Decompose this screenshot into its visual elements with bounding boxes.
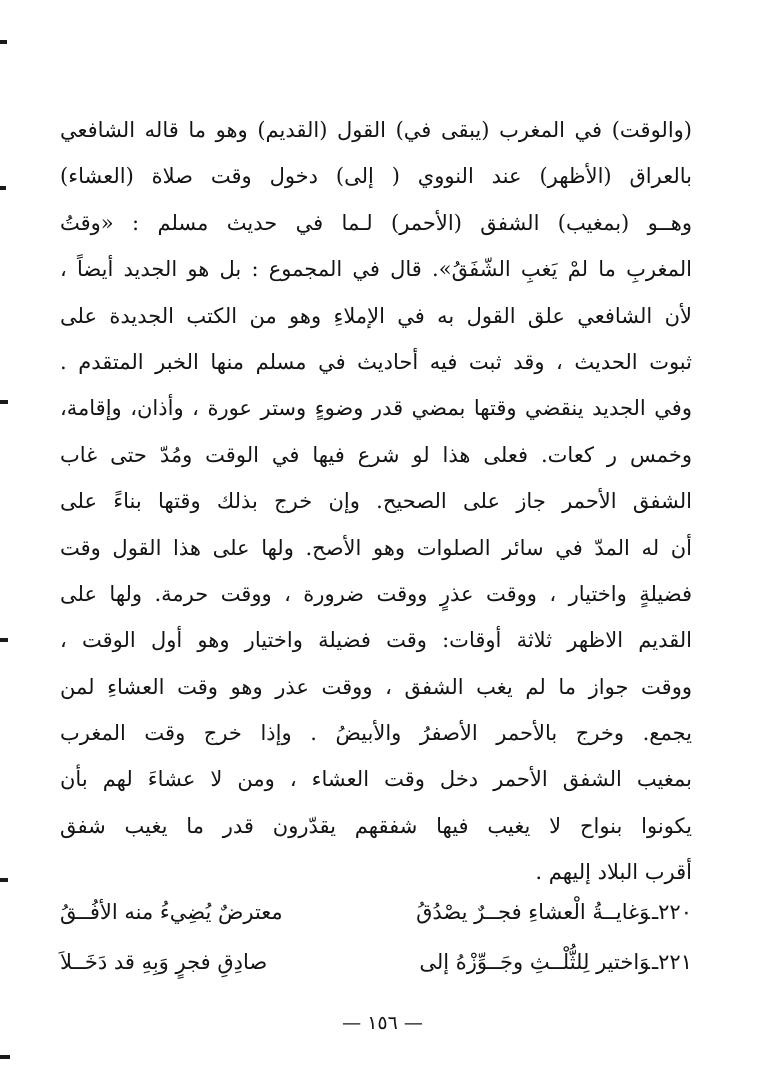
text-line: فضيلةٍ واختيار ، ووقت عذرٍ ووقت ضرورة ، ووقت حرمة. ولها على — [60, 581, 692, 606]
text-line: الشفق الأحمر جاز على الصحيح. وإن خرج بذلك وقتها بناءً على — [60, 489, 692, 514]
text-line: يكونوا بنواح لا يغيب فيها شفقهم يقدّرون قدر ما يغيب شفق — [60, 813, 692, 838]
scan-edge-mark — [0, 40, 7, 44]
verse-number: ٢٢٠ـ — [652, 900, 692, 924]
verse-line — [60, 937, 692, 987]
text-line: يجمع. وخرج بالأحمر الأصفرُ والأبيضُ . وإذا خرج وقت المغرب — [60, 721, 692, 746]
text-line: القديم الاظهر ثلاثة أوقات: وقت فضيلة واختيار وهو أول الوقت ، — [60, 628, 692, 653]
first-hemistich-text: وَاختير لِلثُّلْــثِ وجَــوِّزْهُ إلى — [419, 950, 650, 974]
text-line: أن له المدّ في سائر الصلوات وهو الأصح. ولها على هذا القول وقت — [60, 535, 692, 560]
verse-block — [60, 887, 692, 987]
text-line: بالعراق (الأظهر) عند النووي ( إلى) دخول وقت صلاة (العشاء) — [60, 164, 692, 189]
verse-line — [60, 887, 692, 937]
scan-edge-mark — [0, 186, 6, 190]
text-line: وهــو (بمغيب) الشفق (الأحمر) لـما في حديث مسلم : «وقتُ — [60, 210, 692, 235]
verse-number: ٢٢١ـ — [652, 950, 692, 974]
scan-edge-mark — [0, 638, 8, 642]
text-line: وفي الجديد ينقضي وقتها بمضي قدر وضوءٍ وستر عورة ، وأذان، وإقامة، — [60, 396, 692, 421]
text-line: بمغيب الشفق الأحمر دخل وقت العشاء ، ومن لا عشاءَ لهم بأن — [60, 767, 692, 792]
text-line: وخمس ر كعات. فعلى هذا لو شرع فيها في الوقت ومُدّ حتى غاب — [60, 442, 692, 467]
scan-edge-mark — [0, 878, 8, 882]
scan-edge-mark — [0, 1055, 10, 1059]
text-line: أقرب البلاد إليهم . — [535, 860, 692, 885]
commentary-paragraph — [60, 107, 692, 896]
text-line: ووقت جواز ما لم يغب الشفق ، ووقت عذر وهو وقت العشاءِ لمن — [60, 674, 692, 699]
first-hemistich — [291, 937, 692, 987]
page-number: — ١٥٦ — — [342, 1012, 423, 1034]
scan-edge-mark — [0, 400, 8, 404]
text-line: المغربِ ما لمْ يَغبِ الشّفَقُ». قال في المجموع : بل هو الجديد أيضاً ، — [60, 257, 692, 282]
text-line: لأن الشافعي علق القول به في الإملاءِ وهو من الكتب الجديدة على — [60, 303, 692, 328]
text-line: (والوقت) في المغرب (يبقى في) القول (القديم) وهو ما قاله الشافعي — [60, 118, 692, 142]
second-hemistich: معترضٌ يُضِيءُ منه الأفُــقُ — [60, 900, 283, 924]
first-hemistich-text: وَغايــةُ الْعشاءِ فجــرٌ يصْدُقُ — [416, 900, 650, 924]
first-hemistich — [307, 887, 692, 937]
text-line: ثبوت الحديث ، وقد ثبت فيه أحاديث في مسلم منها الخبر المتقدم . — [60, 349, 692, 374]
second-hemistich: صادِقِ فجرٍ وَبِهِ قد دَخَــلاَ — [60, 950, 268, 974]
